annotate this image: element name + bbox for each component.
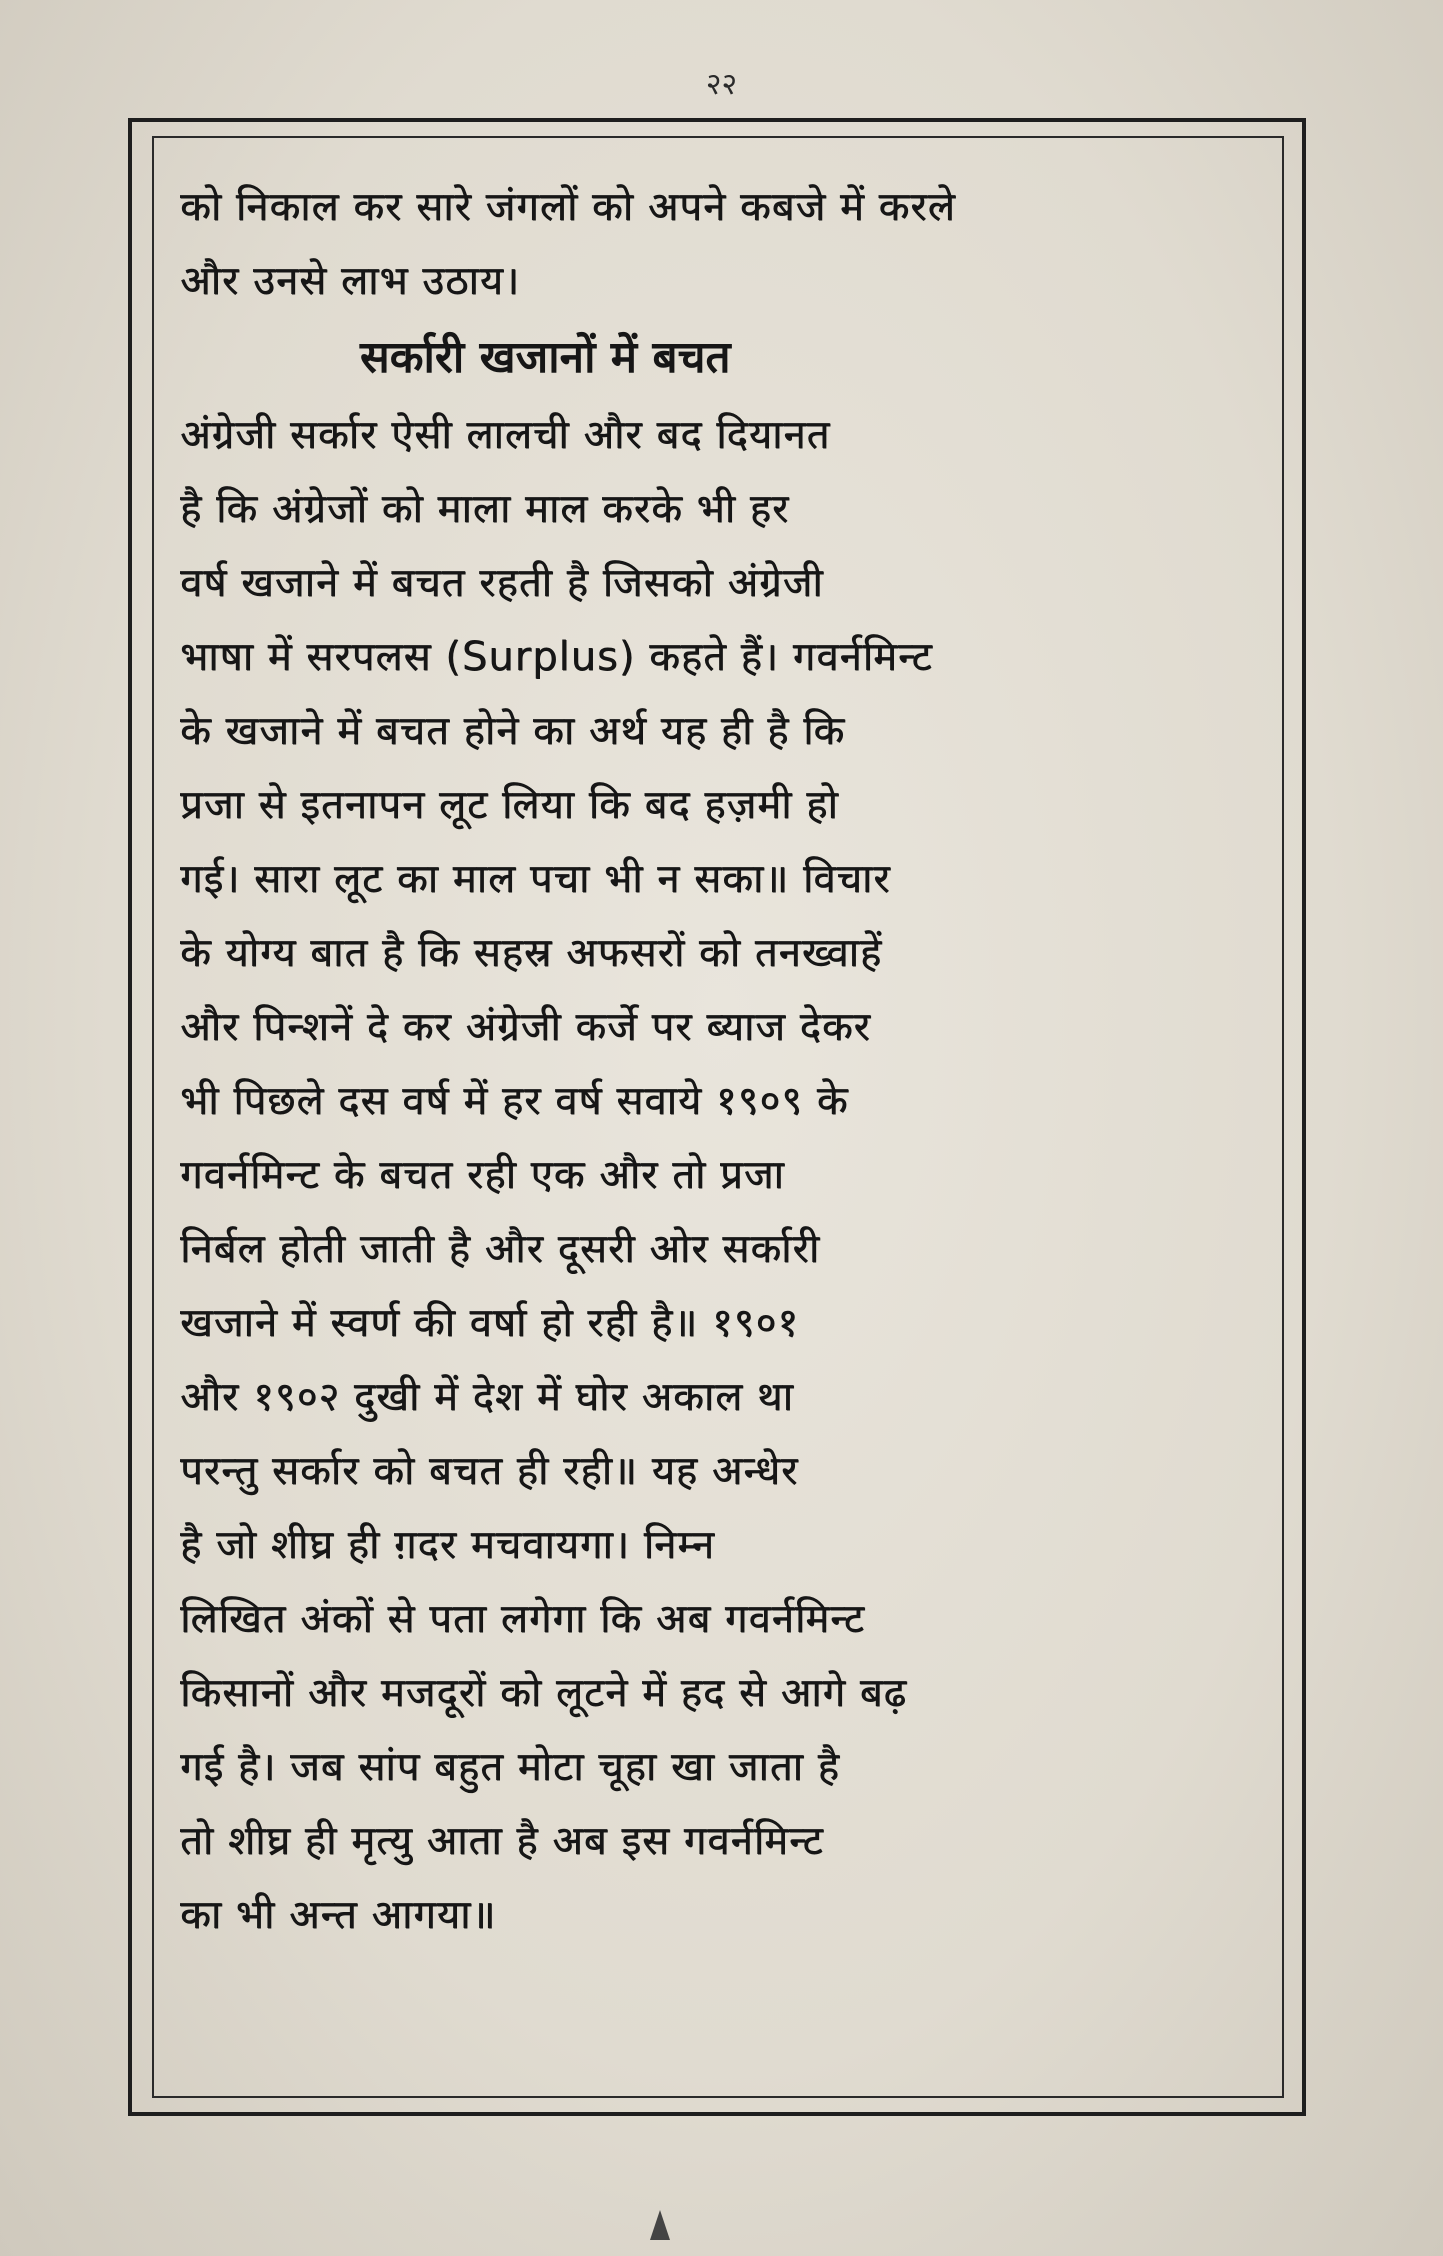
text-line: तो शीघ्र ही मृत्यु आता है अब इस गवर्नमिन्ट [180, 1818, 824, 1864]
page-number: २२ [705, 67, 738, 102]
text-line: है कि अंग्रेजों को माला माल करके भी हर [180, 486, 790, 532]
text-line: खजाने में स्वर्ण की वर्षा हो रही है॥ १९०१ [180, 1300, 800, 1346]
text-line: निर्बल होती जाती है और दूसरी ओर सर्कारी [180, 1226, 821, 1272]
text-line: परन्तु सर्कार को बचत ही रही॥ यह अन्धेर [180, 1448, 799, 1494]
text-line: है जो शीघ्र ही ग़दर मचवायगा। निम्न [180, 1522, 715, 1568]
text-line: भी पिछले दस वर्ष में हर वर्ष सवाये १९०९ के [180, 1078, 849, 1124]
text-line: किसानों और मजदूरों को लूटने में हद से आगे बढ़ [180, 1670, 908, 1716]
section-heading: सर्कारी खजानों में बचत [360, 332, 731, 383]
text-line: और पिन्शनें दे कर अंग्रेजी कर्जे पर ब्याज देकर [180, 1004, 871, 1050]
text-line: गवर्नमिन्ट के बचत रही एक और तो प्रजा [180, 1152, 785, 1198]
text-line: गई है। जब सांप बहुत मोटा चूहा खा जाता है [180, 1744, 840, 1790]
text-line: और उनसे लाभ उठाय। [180, 258, 521, 304]
text-line: को निकाल कर सारे जंगलों को अपने कबजे में करले [180, 184, 956, 230]
text-line: के योग्य बात है कि सहस्र अफसरों को तनख्वाहें [180, 930, 883, 976]
text-line: वर्ष खजाने में बचत रहती है जिसको अंग्रेजी [180, 560, 824, 606]
text-line: और १९०२ दुखी में देश में घोर अकाल था [180, 1374, 794, 1420]
text-line: प्रजा से इतनापन लूट लिया कि बद हज़मी हो [180, 782, 839, 828]
text-line: का भी अन्त आगया॥ [180, 1892, 497, 1938]
text-line: अंग्रेजी सर्कार ऐसी लालची और बद दियानत [180, 412, 831, 458]
text-line: गई। सारा लूट का माल पचा भी न सका॥ विचार [180, 856, 891, 902]
text-line: के खजाने में बचत होने का अर्थ यह ही है कि [180, 708, 846, 754]
page-edge-mark [650, 2210, 670, 2240]
page-body [180, 170, 1270, 1952]
text-line: लिखित अंकों से पता लगेगा कि अब गवर्नमिन्ट [180, 1596, 865, 1642]
text-line: भाषा में सरपलस (Surplus) कहते हैं। गवर्नमिन्ट [180, 634, 933, 680]
